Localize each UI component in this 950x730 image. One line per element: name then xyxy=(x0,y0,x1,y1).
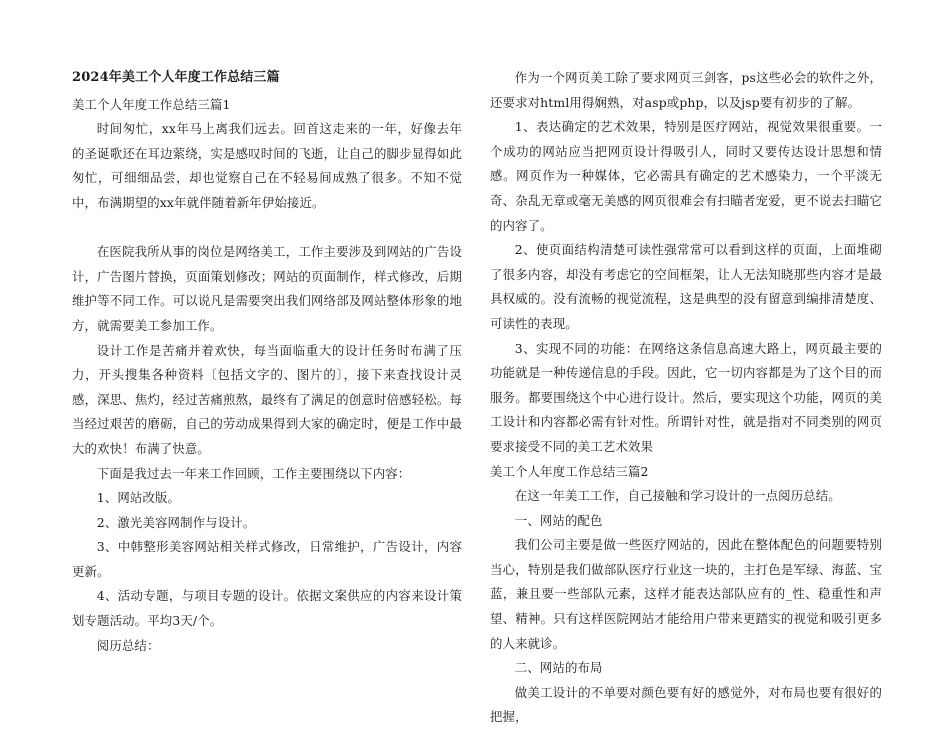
paragraph: 阅历总结： xyxy=(96,637,160,653)
paragraph: 2、使页面结构清楚可读性强常常可以看到这样的页面，上面堆砌了很多内容，却没有考虑它的空间框架，让人无法知晓那些内容才是最具权威的。没有流畅的视觉流程，这是典型的没有留意到编排清楚度、可读性的表现。 xyxy=(490,242,882,331)
right-column xyxy=(490,66,882,730)
blank-line xyxy=(72,216,462,241)
list-item: 3、中韩整形美容网站相关样式修改，日常维护，广告设计，内容更新。 xyxy=(72,539,462,579)
paragraph: 在这一年美工工作，自己接触和学习设计的一点阅历总结。 xyxy=(514,488,841,504)
list-item: 1、网站改版。 xyxy=(96,490,181,506)
paragraph: 设计工作是苦痛并着欢快，每当面临重大的设计任务时布满了压力，开头搜集各种资料〔包括文字的、图片的〕，接下来查找设计灵感，深思、焦灼，经过苦痛煎熬，最终有了满足的创意时倍感轻松。每当经过艰苦的磨砺，自己的劳动成果得到大家的确定时，便是工作中最大的欢快！布满了快意。 xyxy=(72,342,462,456)
list-item: 2、激光美容网制作与设计。 xyxy=(96,514,256,530)
list-item: 4、活动专题，与项目专题的设计。依据文案供应的内容来设计策划专题活动。平均3天/个。 xyxy=(72,588,462,629)
paragraph: 我们公司主要是做一些医疗网站的，因此在整体配色的问题要特别当心，特别是我们做部队医疗行业这一块的，主打色是军绿、海蓝、宝蓝，兼且要一些部队元素，这样才能表达部队应有的_性、稳重性和声望、精神。只有这样医院网站才能给用户带来更踏实的视觉和吸引更多的人来就诊。 xyxy=(490,537,882,651)
paragraph: 时间匆忙，xx年马上离我们远去。回首这走来的一年，好像去年的圣诞歌还在耳边萦绕，实是感叹时间的飞逝，让自己的脚步显得如此匆忙，可细细品尝，却也觉察自己在不轻易间成熟了很多。不知不觉中，布满期望的xx年就伴随着新年伊始接近。 xyxy=(72,121,462,210)
paragraph: 作为一个网页美工除了要求网页三剑客，ps这些必会的软件之外，还要求对html用得娴熟，对asp或php，以及jsp要有初步的了解。 xyxy=(490,70,882,110)
subheading: 一、网站的配色 xyxy=(514,512,603,528)
paragraph: 做美工设计的不单要对颜色要有好的感觉外，对布局也要有很好的把握， xyxy=(490,684,882,725)
paragraph: 1、表达确定的艺术效果，特别是医疗网站，视觉效果很重要。一个成功的网站应当把网页设计得吸引人，同时又要传达设计思想和情感。网页作为一种媒体，它必需具有确定的艺术感染力，一个平淡无奇、杂乱无章或毫无美感的网页很难会有扫瞄者宠爱，更不说去扫瞄它的内容了。 xyxy=(490,119,882,233)
paragraph: 3、实现不同的功能：在网络这条信息高速大路上，网页最主要的功能就是一种传递信息的手段。因此，它一切内容都是为了这个目的而服务。都要围绕这个中心进行设计。然后，要实现这个功能，网页的美工设计和内容都必需有针对性。所谓针对性，就是指对不同类别的网页要求接受不同的美工艺术效果 xyxy=(490,340,882,454)
paragraph: 在医院我所从事的岗位是网络美工，工作主要涉及到网站的广告设计，广告图片替换，页面策划修改；网站的页面制作，样式修改，后期维护等不同工作。可以说凡是需要突出我们网络部及网站整体形象的地方，就需要美工参加工作。 xyxy=(72,244,462,333)
paragraph: 下面是我过去一年来工作回顾，工作主要围绕以下内容： xyxy=(96,465,411,481)
section-heading-1: 美工个人年度工作总结三篇1 xyxy=(72,96,231,112)
subheading: 二、网站的布局 xyxy=(514,660,603,676)
left-column xyxy=(72,66,462,658)
document-title: 2024年美工个人年度工作总结三篇 xyxy=(72,70,280,85)
section-heading-2: 美工个人年度工作总结三篇2 xyxy=(490,463,649,479)
